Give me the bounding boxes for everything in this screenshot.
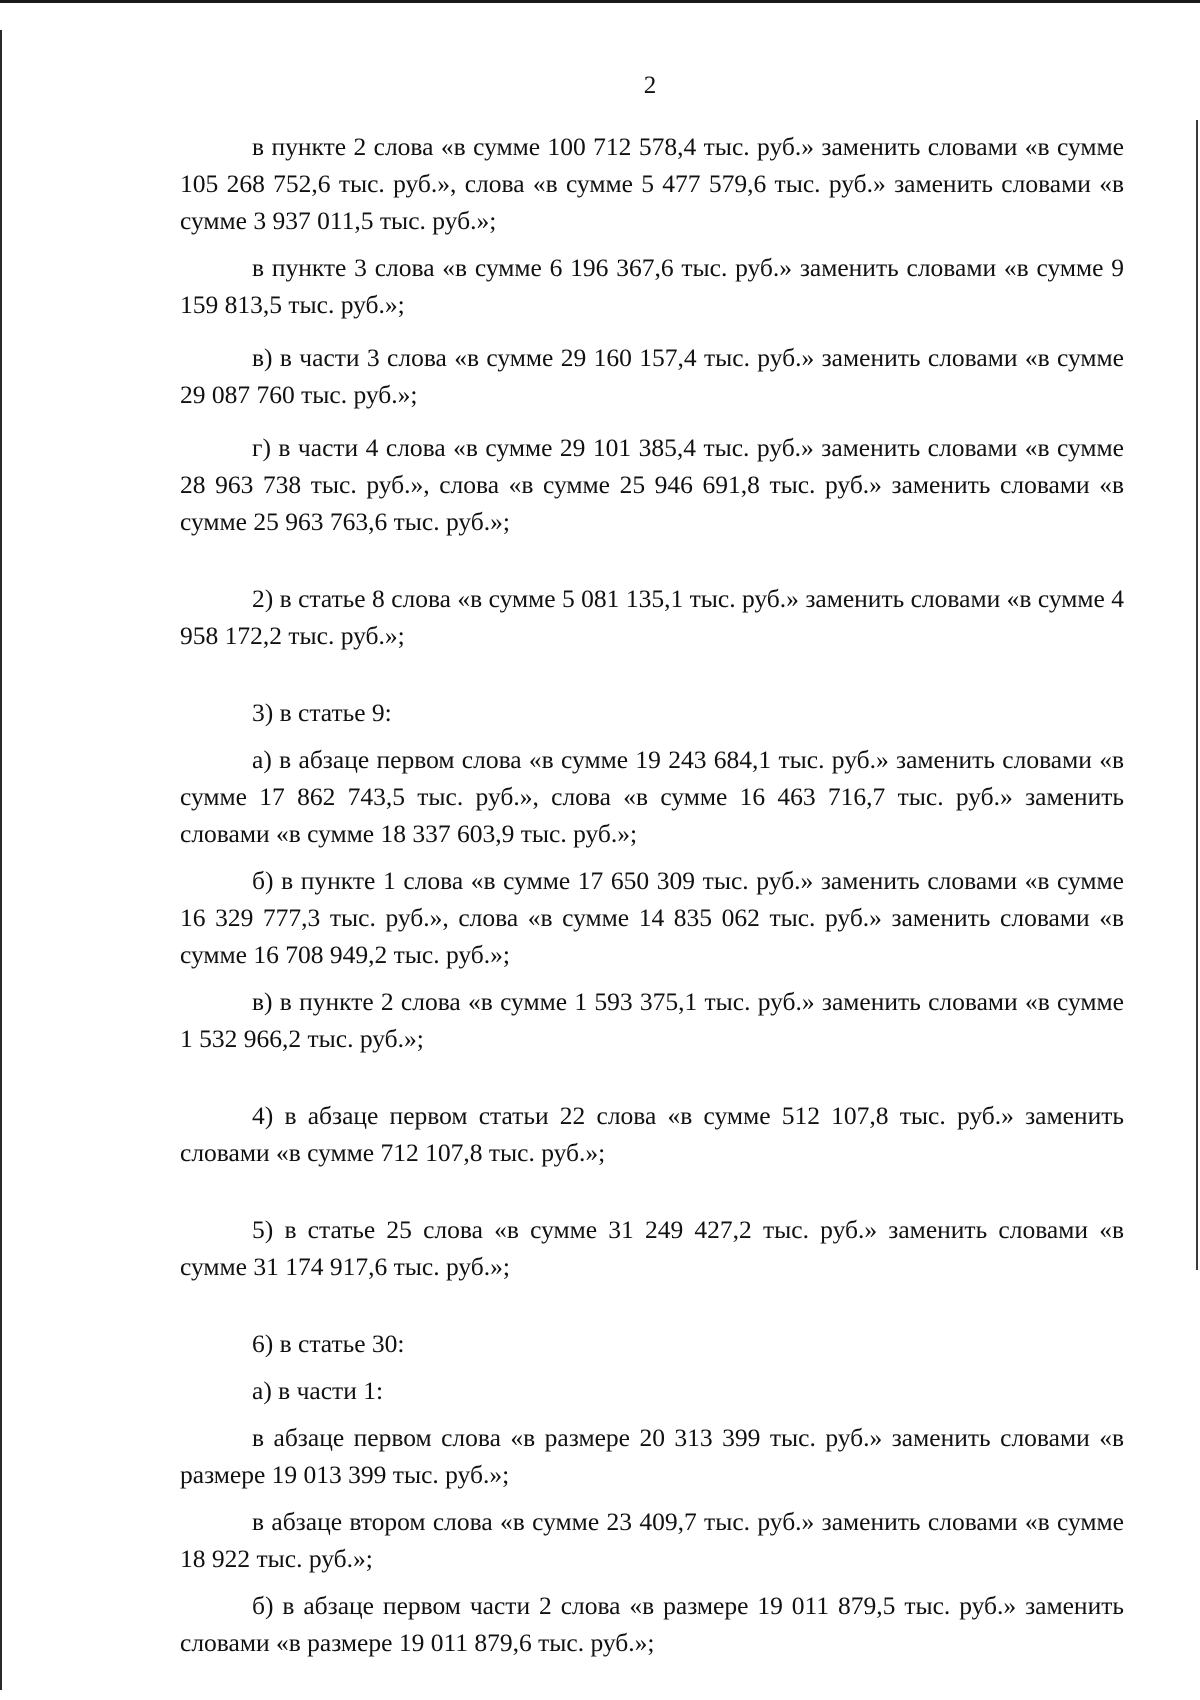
paragraph-article-30-part-1: а) в части 1: [252,1376,384,1405]
paragraph-article-30-part-2: б) в абзаце первом части 2 слова «в размере 19 011 879,5 тыс. руб.» заменить словами «в размере 19 011 879,6 тыс. руб.»; [180,1591,1124,1657]
scan-border-top [0,0,1200,3]
paragraph-article-9-heading: 3) в статье 9: [252,698,392,727]
paragraph-article-9-b: б) в пункте 1 слова «в сумме 17 650 309 тыс. руб.» заменить словами «в сумме 16 329 777,3 тыс. руб.», слова «в сумме 14 835 062 тыс. руб.» заменить словами «в сумме 16 708 949,2 тыс. руб.»; [180,866,1124,969]
scan-border-left [0,30,2,1690]
paragraph-article-30-heading: 6) в статье 30: [252,1329,405,1358]
paragraph-part-4: г) в части 4 слова «в сумме 29 101 385,4 тыс. руб.» заменить словами «в сумме 28 963 738 тыс. руб.», слова «в сумме 25 946 691,8 тыс. руб.» заменить словами «в сумме 25 963 763,6 тыс. руб.»; [180,433,1124,536]
paragraph-article-8: 2) в статье 8 слова «в сумме 5 081 135,1 тыс. руб.» заменить словами «в сумме 4 958 172,2 тыс. руб.»; [180,584,1124,650]
paragraph-part-3: в) в части 3 слова «в сумме 29 160 157,4 тыс. руб.» заменить словами «в сумме 29 087 760 тыс. руб.»; [180,343,1124,409]
paragraph-clause-2-item-3: в пункте 3 слова «в сумме 6 196 367,6 тыс. руб.» заменить словами «в сумме 9 159 813,5 тыс. руб.»; [180,253,1124,319]
scan-border-right [1196,120,1198,1270]
paragraph-article-9-a: а) в абзаце первом слова «в сумме 19 243 684,1 тыс. руб.» заменить словами «в сумме 17 862 743,5 тыс. руб.», слова «в сумме 16 463 716,7 тыс. руб.» заменить словами «в сумме 18 337 603,9 тыс. руб.»; [180,745,1124,848]
paragraph-clause-2-item-2: в пункте 2 слова «в сумме 100 712 578,4 тыс. руб.» заменить словами «в сумме 105 268 752,6 тыс. руб.», слова «в сумме 5 477 579,6 тыс. руб.» заменить словами «в сумме 3 937 011,5 тыс. руб.»; [180,132,1124,235]
paragraph-article-30-part-1-abzac-2: в абзаце втором слова «в сумме 23 409,7 тыс. руб.» заменить словами «в сумме 18 922 тыс. руб.»; [180,1507,1124,1573]
paragraph-article-9-c: в) в пункте 2 слова «в сумме 1 593 375,1 тыс. руб.» заменить словами «в сумме 1 532 966,2 тыс. руб.»; [180,987,1124,1053]
paragraph-article-22: 4) в абзаце первом статьи 22 слова «в сумме 512 107,8 тыс. руб.» заменить словами «в сумме 712 107,8 тыс. руб.»; [180,1101,1124,1167]
paragraph-article-30-part-1-abzac-1: в абзаце первом слова «в размере 20 313 399 тыс. руб.» заменить словами «в размере 19 013 399 тыс. руб.»; [180,1423,1124,1489]
paragraph-article-25: 5) в статье 25 слова «в сумме 31 249 427,2 тыс. руб.» заменить словами «в сумме 31 174 917,6 тыс. руб.»; [180,1215,1124,1281]
page-number: 2 [643,72,657,99]
document-body [180,128,1124,1661]
